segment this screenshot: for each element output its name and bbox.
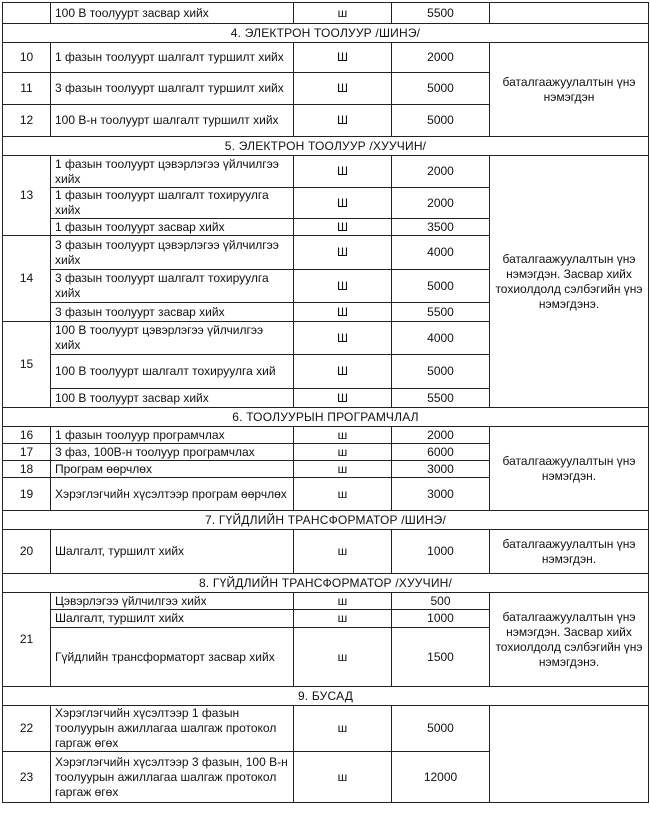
price-cell: 500 xyxy=(392,593,490,610)
price-cell: 5000 xyxy=(392,355,490,389)
note-cell: баталгаажуулалтын үнэ нэмэгдэн xyxy=(490,43,649,137)
service-description: Цэвэрлэгээ үйлчилгээ хийх xyxy=(51,593,294,610)
table-row xyxy=(3,706,649,752)
price-cell: 2000 xyxy=(392,427,490,444)
row-number: 12 xyxy=(3,105,51,137)
service-description: 3 фазын тоолуурт шалгалт туршилт хийх xyxy=(51,73,294,105)
service-description: Шалгалт, туршилт хийх xyxy=(51,530,294,574)
row-number: 23 xyxy=(3,752,51,803)
service-description: 1 фазын тоолуурт шалгалт туршилт хийх xyxy=(51,43,294,73)
service-description: Гүйдлийн трансформаторт засвар хийх xyxy=(51,628,294,687)
section-title: 5. ЭЛЕКТРОН ТООЛУУР /ХУУЧИН/ xyxy=(3,137,649,156)
price-cell: 3000 xyxy=(392,478,490,511)
price-cell: 2000 xyxy=(392,188,490,219)
price-cell: 5500 xyxy=(392,303,490,322)
section-row xyxy=(3,137,649,156)
service-description: 1 фазын тоолуурт шалгалт тохируулга хийх xyxy=(51,188,294,219)
note-cell: баталгаажуулалтын үнэ нэмэгдэн. xyxy=(490,530,649,574)
unit-cell: ш xyxy=(294,610,392,628)
unit-cell: ш xyxy=(294,530,392,574)
price-cell: 5000 xyxy=(392,706,490,752)
service-description: 3 фазын тоолуурт засвар хийх xyxy=(51,303,294,322)
row-number: 11 xyxy=(3,73,51,105)
service-description: 1 фазын тоолуурт цэвэрлэгээ үйлчилгээ хийх xyxy=(51,156,294,188)
note-cell: баталгаажуулалтын үнэ нэмэгдэн. Засвар хийх тохиолдолд сэлбэгийн үнэ нэмэгдэнэ. xyxy=(490,156,649,408)
row-number: 20 xyxy=(3,530,51,574)
unit-cell: ш xyxy=(294,427,392,444)
row-number: 17 xyxy=(3,444,51,461)
price-cell: 5000 xyxy=(392,73,490,105)
unit-cell: Ш xyxy=(294,105,392,137)
table-row xyxy=(3,427,649,444)
unit-cell: Ш xyxy=(294,303,392,322)
unit-cell: Ш xyxy=(294,219,392,236)
price-cell: 1000 xyxy=(392,610,490,628)
unit-cell: Ш xyxy=(294,322,392,355)
unit-cell: Ш xyxy=(294,188,392,219)
price-list-body xyxy=(3,3,649,803)
service-description: 1 фазын тоолуурт засвар хийх xyxy=(51,219,294,236)
unit-cell: Ш xyxy=(294,43,392,73)
row-number: 15 xyxy=(3,322,51,408)
table-row xyxy=(3,156,649,188)
row-number: 16 xyxy=(3,427,51,444)
price-cell: 4000 xyxy=(392,322,490,355)
unit-cell: ш xyxy=(294,3,392,24)
price-cell: 1500 xyxy=(392,628,490,687)
unit-cell: Ш xyxy=(294,236,392,270)
service-description: 100 В тоолуурт засвар хийх xyxy=(51,389,294,408)
price-cell: 3500 xyxy=(392,219,490,236)
row-number: 21 xyxy=(3,593,51,687)
service-description: 3 фазын тоолуурт шалгалт тохируулга хийх xyxy=(51,270,294,303)
row-number-cell xyxy=(3,3,51,24)
note-cell: баталгаажуулалтын үнэ нэмэгдэн. xyxy=(490,427,649,511)
section-title: 4. ЭЛЕКТРОН ТООЛУУР /ШИНЭ/ xyxy=(3,24,649,43)
unit-cell: ш xyxy=(294,752,392,803)
price-cell: 5500 xyxy=(392,389,490,408)
unit-cell: Ш xyxy=(294,355,392,389)
unit-cell: ш xyxy=(294,444,392,461)
section-title: 7. ГҮЙДЛИЙН ТРАНСФОРМАТОР /ШИНЭ/ xyxy=(3,511,649,530)
row-number: 14 xyxy=(3,236,51,322)
note-cell xyxy=(490,3,649,24)
table-row xyxy=(3,43,649,73)
service-description: 1 фазын тоолуур програмчлах xyxy=(51,427,294,444)
section-row xyxy=(3,24,649,43)
price-cell: 5000 xyxy=(392,105,490,137)
price-cell: 2000 xyxy=(392,156,490,188)
unit-cell: Ш xyxy=(294,73,392,105)
unit-cell: ш xyxy=(294,461,392,478)
row-number: 19 xyxy=(3,478,51,511)
unit-cell: ш xyxy=(294,628,392,687)
price-cell: 1000 xyxy=(392,530,490,574)
table-row xyxy=(3,593,649,610)
price-cell: 5000 xyxy=(392,270,490,303)
price-cell: 2000 xyxy=(392,43,490,73)
note-cell xyxy=(490,706,649,803)
price-cell: 4000 xyxy=(392,236,490,270)
row-number: 10 xyxy=(3,43,51,73)
unit-cell: Ш xyxy=(294,389,392,408)
unit-cell: Ш xyxy=(294,270,392,303)
service-description: Шалгалт, туршилт хийх xyxy=(51,610,294,628)
table-row xyxy=(3,3,649,24)
service-description: 100 В тоолуурт цэвэрлэгээ үйлчилгээ хийх xyxy=(51,322,294,355)
table-row xyxy=(3,530,649,574)
service-description: 100 В-н тоолуурт шалгалт туршилт хийх xyxy=(51,105,294,137)
unit-cell: Ш xyxy=(294,156,392,188)
service-description: Хэрэглэгчийн хүсэлтээр програм өөрчлөх xyxy=(51,478,294,511)
service-description: Програм өөрчлөх xyxy=(51,461,294,478)
unit-cell: ш xyxy=(294,593,392,610)
price-cell: 3000 xyxy=(392,461,490,478)
price-cell: 5500 xyxy=(392,3,490,24)
note-cell: баталгаажуулалтын үнэ нэмэгдэн. Засвар хийх тохиолдолд сэлбэгийн үнэ нэмэгдэнэ. xyxy=(490,593,649,687)
unit-cell: ш xyxy=(294,478,392,511)
row-number: 22 xyxy=(3,706,51,752)
row-number: 18 xyxy=(3,461,51,478)
service-description: Хэрэглэгчийн хүсэлтээр 3 фазын, 100 В-н тоолуурын ажиллагаа шалгаж протокол гаргаж өгөх xyxy=(51,752,294,803)
row-number: 13 xyxy=(3,156,51,236)
service-description: 3 фазын тоолуурт цэвэрлэгээ үйлчилгээ хийх xyxy=(51,236,294,270)
unit-cell: ш xyxy=(294,706,392,752)
section-row xyxy=(3,408,649,427)
service-description: 100 В тоолуурт засвар хийх xyxy=(51,3,294,24)
section-title: 6. ТООЛУУРЫН ПРОГРАМЧЛАЛ xyxy=(3,408,649,427)
price-cell: 12000 xyxy=(392,752,490,803)
price-cell: 6000 xyxy=(392,444,490,461)
service-description: 3 фаз, 100В-н тоолуур програмчлах xyxy=(51,444,294,461)
service-description: 100 В тоолуурт шалгалт тохируулга хий xyxy=(51,355,294,389)
price-list-table xyxy=(2,2,649,803)
section-title: 8. ГҮЙДЛИЙН ТРАНСФОРМАТОР /ХУУЧИН/ xyxy=(3,574,649,593)
service-description: Хэрэглэгчийн хүсэлтээр 1 фазын тоолуурын ажиллагаа шалгаж протокол гаргаж өгөх xyxy=(51,706,294,752)
section-row xyxy=(3,574,649,593)
section-row xyxy=(3,687,649,706)
section-row xyxy=(3,511,649,530)
section-title: 9. БУСАД xyxy=(3,687,649,706)
